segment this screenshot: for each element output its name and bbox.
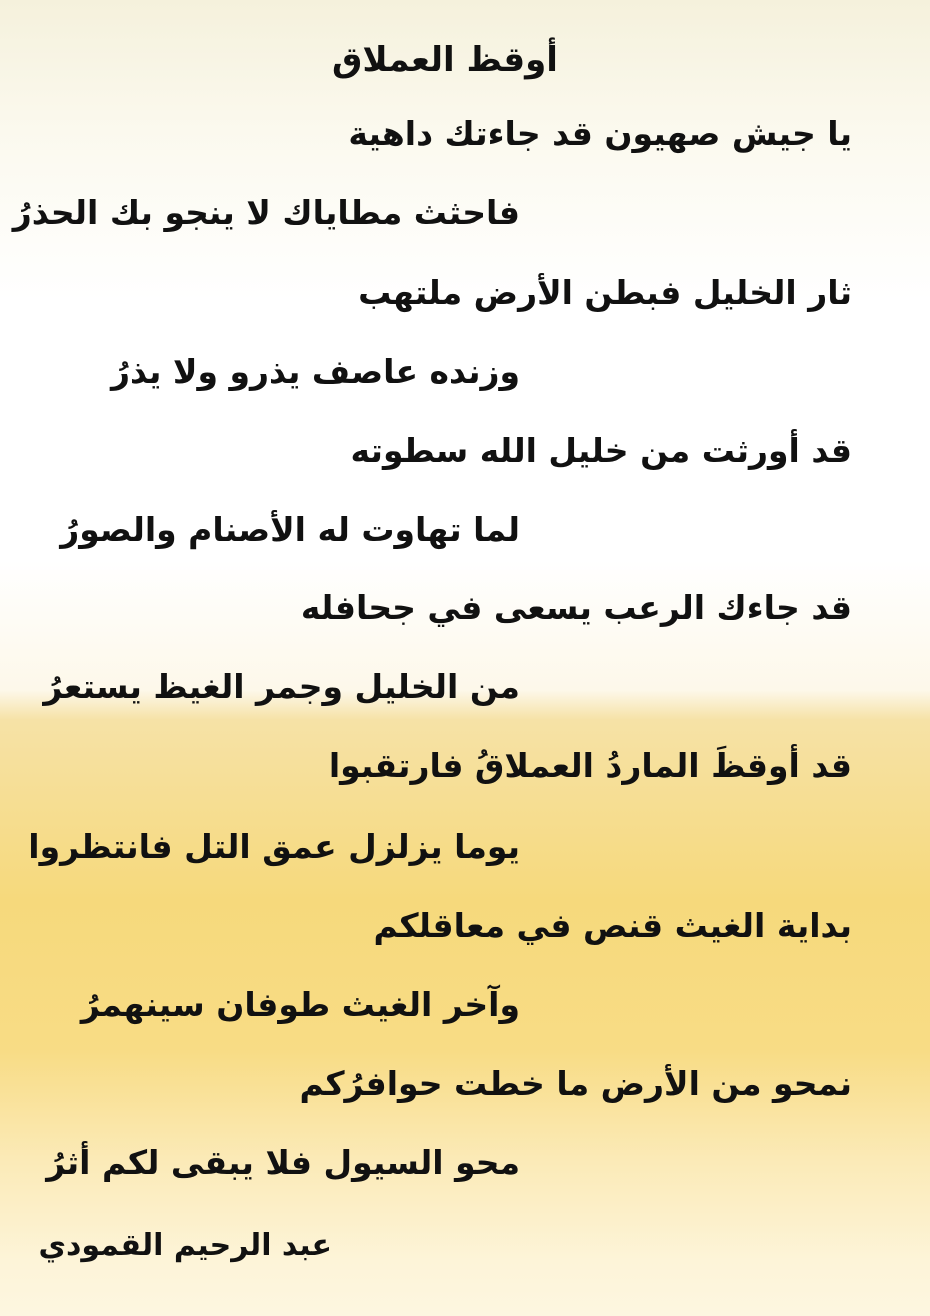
poem-title: أوقظ العملاق: [332, 40, 558, 80]
verse-line-7: قد جاءك الرعب يسعى في جحافله: [300, 588, 852, 627]
author-name: عبد الرحيم القمودي: [38, 1228, 332, 1263]
verse-line-10: يوما يزلزل عمق التل فانتظروا: [28, 827, 520, 866]
verse-line-14: محو السيول فلا يبقى لكم أثرُ: [46, 1143, 520, 1182]
verse-line-12: وآخر الغيث طوفان سينهمرُ: [80, 985, 520, 1024]
verse-line-6: لما تهاوت له الأصنام والصورُ: [60, 510, 520, 549]
verse-line-2: فاحثث مطاياك لا ينجو بك الحذرُ: [12, 193, 520, 232]
verse-line-3: ثار الخليل فبطن الأرض ملتهب: [358, 273, 852, 312]
verse-line-11: بداية الغيث قنص في معاقلكم: [373, 906, 852, 945]
verse-line-8: من الخليل وجمر الغيظ يستعرُ: [43, 667, 520, 706]
verse-line-9: قد أوقظَ الماردُ العملاقُ فارتقبوا: [328, 746, 852, 785]
verse-line-13: نمحو من الأرض ما خطت حوافرُكم: [299, 1064, 852, 1103]
verse-line-1: يا جيش صهيون قد جاءتك داهية: [348, 114, 852, 153]
verse-line-4: وزنده عاصف يذرو ولا يذرُ: [110, 352, 520, 391]
verse-line-5: قد أورثت من خليل الله سطوته: [350, 431, 852, 470]
